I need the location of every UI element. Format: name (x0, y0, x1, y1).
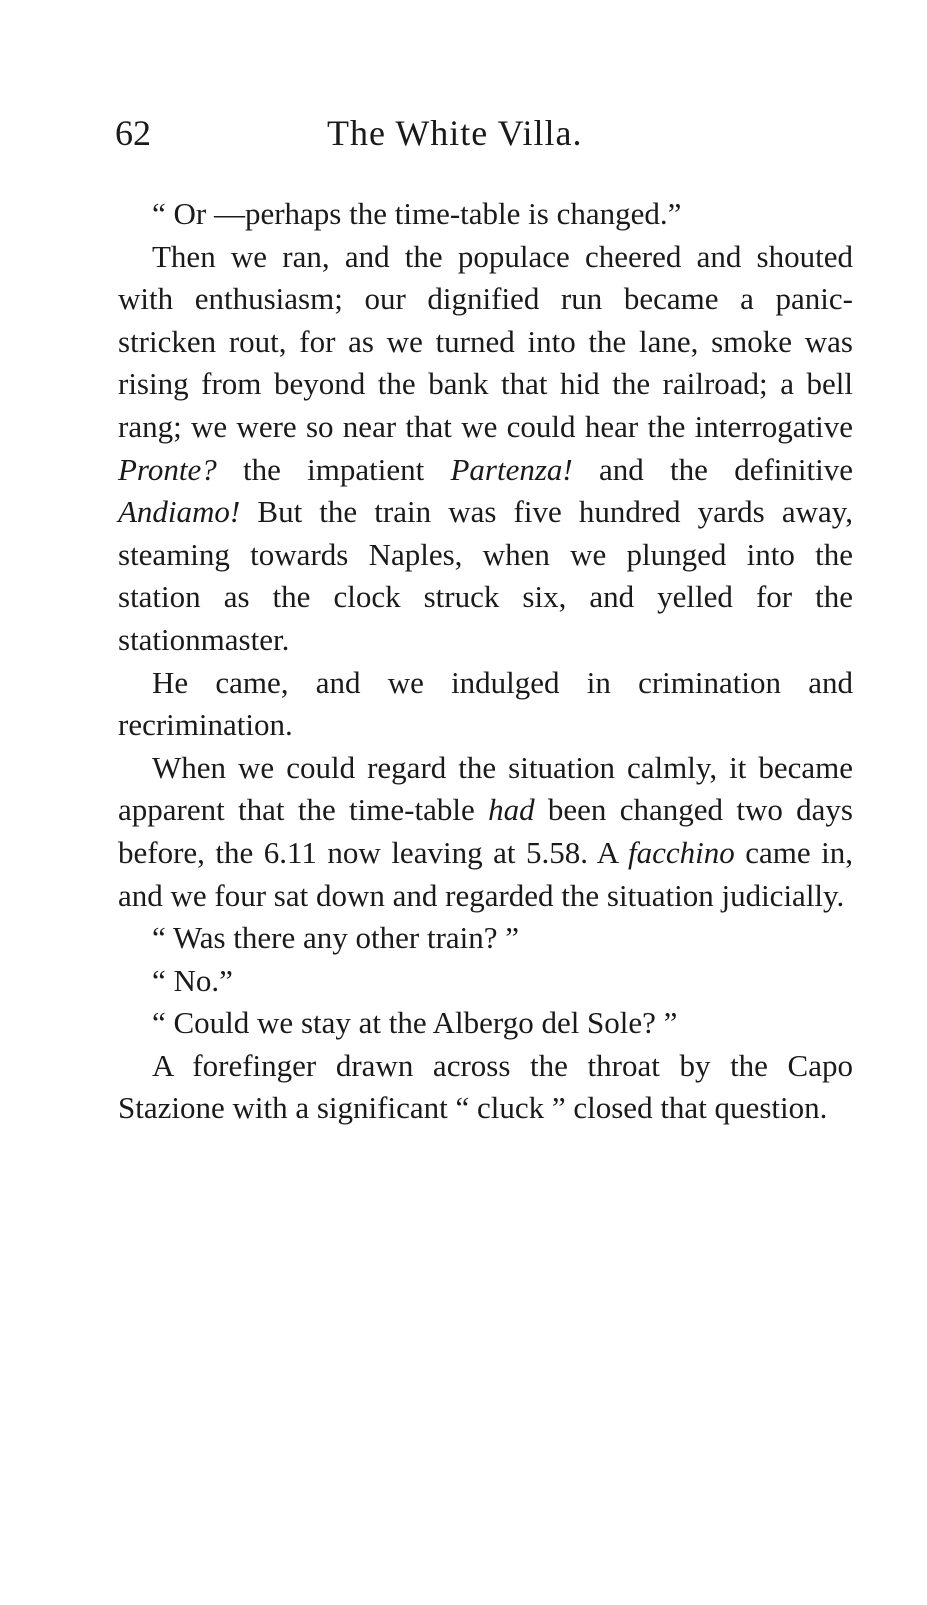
paragraph-5: “ Was there any other train? ” (152, 920, 520, 956)
body-text (118, 193, 853, 1130)
italic-partenza: Partenza! (450, 451, 573, 487)
running-head (115, 108, 855, 158)
paragraph-3: He came, and we indulged in crimination and recrimination. (118, 664, 853, 743)
paragraph-2 (118, 236, 853, 662)
running-title: The White Villa. (327, 113, 583, 153)
page-number: 62 (115, 113, 151, 153)
paragraph-2-text-4: But the train was five hundred yards away, steaming towards Naples, when we plunged into the station as the clock struck six, and yelled for the stationmaster. (118, 494, 853, 657)
italic-pronte: Pronte? (118, 451, 217, 487)
paragraph-4-text-1: When we could regard the situation calmly, it became apparent that the time-table (118, 749, 853, 828)
paragraph-1: “ Or —perhaps the time-table is changed.” (152, 196, 682, 231)
paragraph-8: A forefinger drawn across the throat by the Capo Stazione with a significant “ cluck ” closed that question. (118, 1047, 853, 1126)
paragraph-4 (118, 747, 853, 917)
paragraph-4-text-3: came in, and we four sat down and regarded the situation judicially. (118, 834, 853, 913)
paragraph-2-text-2: the impatient (216, 451, 451, 487)
paragraph-6: “ No.” (152, 962, 233, 998)
italic-had: had (488, 792, 535, 828)
paragraph-7: “ Could we stay at the Albergo del Sole? ” (152, 1005, 678, 1041)
italic-andiamo: Andiamo! (118, 494, 241, 530)
paragraph-4-text-2: been changed two days before, the 6.11 now leaving at 5.58. A (118, 792, 853, 870)
paragraph-2-text-3: and the definitive (572, 451, 853, 487)
italic-facchino: facchino (627, 834, 735, 870)
paragraph-2-text-1: Then we ran, and the populace cheered and shouted with enthusiasm; our dignified run became a panic-stricken rout, for as we turned into the lane, smoke was rising from beyond the bank that hid the railroad; a bell rang; we were so near that we could hear the interrogative (118, 238, 853, 444)
